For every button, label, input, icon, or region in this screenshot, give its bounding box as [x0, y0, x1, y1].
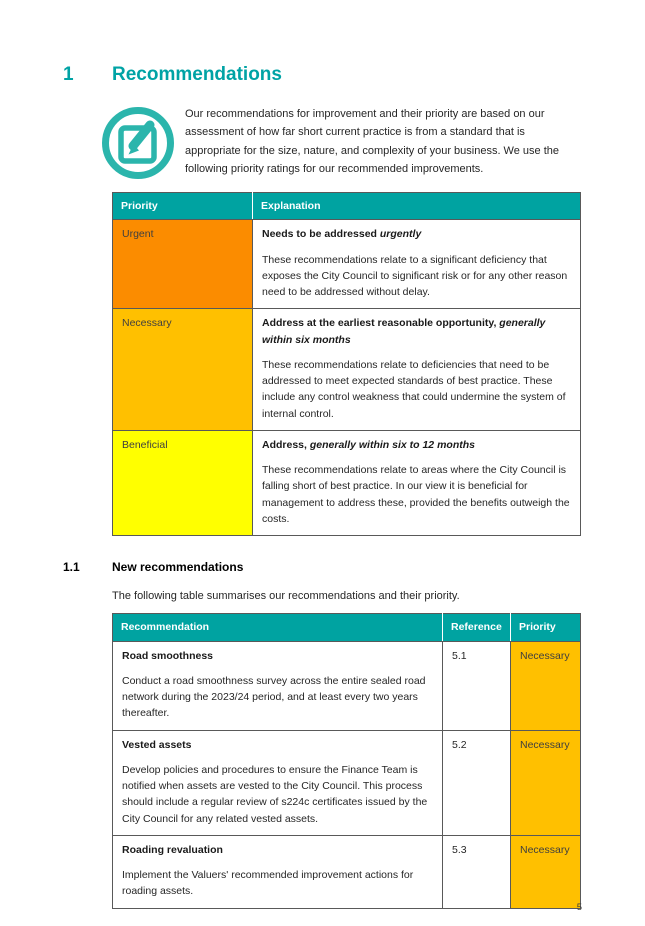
- column-header-recommendation: Recommendation: [113, 614, 443, 641]
- lead-paragraph: Our recommendations for improvement and their priority are based on our assessment of how far short current practice is from a standard that is appropriate for the size, nature, and complexity of your business. We use the following priority ratings for our recommended improvements.: [185, 108, 559, 176]
- column-header-priority: Priority: [113, 193, 253, 220]
- explanation-title-italic: generally within six to 12 months: [309, 438, 475, 451]
- table-header-row: [113, 193, 581, 220]
- table-header-row: [113, 614, 581, 641]
- column-header-priority: Priority: [511, 614, 581, 641]
- chapter-heading: [63, 62, 582, 88]
- chapter-number: 1: [63, 64, 74, 85]
- explanation-cell: [253, 430, 581, 535]
- page-number: 5: [576, 902, 582, 913]
- reference-cell: 5.3: [443, 835, 511, 908]
- explanation-title: [262, 437, 571, 453]
- recommendation-detail: Develop policies and procedures to ensure the Finance Team is notified when assets are vested to the City Council. This process should include a regular review of s224c certificates issued by the City Council for any related vested assets.: [122, 763, 428, 825]
- explanation-cell: [253, 220, 581, 309]
- explanation-title-italic: urgently: [379, 228, 422, 241]
- recommendation-title: Roading revaluation: [122, 843, 223, 856]
- explanation-body: These recommendations relate to a significant deficiency that exposes the City Council to significant risk or for any other reason need to be addressed without delay.: [262, 253, 568, 299]
- recommendation-detail: Conduct a road smoothness survey across the entire sealed road network during the 2023/24 period, and at least every two years thereafter.: [122, 674, 426, 720]
- column-header-reference: Reference: [443, 614, 511, 641]
- explanation-cell: [253, 309, 581, 431]
- explanation-body: These recommendations relate to deficiencies that need to be addressed to meet expected standards of best practice. These include any control weakness that could undermine the system of internal control.: [262, 358, 566, 420]
- reference-cell: 5.2: [443, 730, 511, 835]
- chapter-title: Recommendations: [112, 64, 282, 85]
- recommendation-title: Vested assets: [122, 738, 192, 751]
- reference-cell: 5.1: [443, 641, 511, 730]
- priority-cell-urgent: Urgent: [113, 220, 253, 309]
- edit-note-icon: [100, 105, 176, 181]
- explanation-title-text: Address,: [262, 438, 310, 451]
- table-row-necessary: [113, 309, 581, 431]
- section-title: New recommendations: [112, 560, 244, 575]
- table-row-road-smoothness: [113, 641, 581, 730]
- recommendation-title: Road smoothness: [122, 649, 214, 662]
- lead-section: [100, 105, 582, 181]
- priority-cell: Necessary: [511, 835, 581, 908]
- priority-cell-necessary: Necessary: [113, 309, 253, 431]
- recommendations-table: [112, 613, 581, 908]
- section-number: 1.1: [63, 560, 80, 575]
- table-row-beneficial: [113, 430, 581, 535]
- explanation-title-italic: generally within six months: [262, 317, 546, 346]
- recommendation-cell: [113, 641, 443, 730]
- explanation-title-text: Needs to be addressed: [262, 228, 380, 241]
- explanation-title: [262, 315, 571, 348]
- column-header-explanation: Explanation: [253, 193, 581, 220]
- section-heading: [63, 560, 582, 574]
- priority-ratings-table: [112, 192, 581, 536]
- explanation-title: [262, 226, 571, 242]
- section-intro: The following table summarises our recommendations and their priority.: [112, 590, 460, 603]
- explanation-title-text: Address at the earliest reasonable opportunity,: [262, 317, 500, 330]
- table-row-vested-assets: [113, 730, 581, 835]
- priority-cell: Necessary: [511, 730, 581, 835]
- table-row-urgent: [113, 220, 581, 309]
- table-row-roading-revaluation: [113, 835, 581, 908]
- explanation-body: These recommendations relate to areas where the City Council is falling short of best practice. In our view it is beneficial for management to address these, provided the benefits outweigh the costs.: [262, 464, 570, 525]
- priority-cell-beneficial: Beneficial: [113, 430, 253, 535]
- recommendation-detail: Implement the Valuers' recommended improvement actions for roading assets.: [122, 869, 414, 898]
- recommendation-cell: [113, 730, 443, 835]
- recommendation-cell: [113, 835, 443, 908]
- priority-cell: Necessary: [511, 641, 581, 730]
